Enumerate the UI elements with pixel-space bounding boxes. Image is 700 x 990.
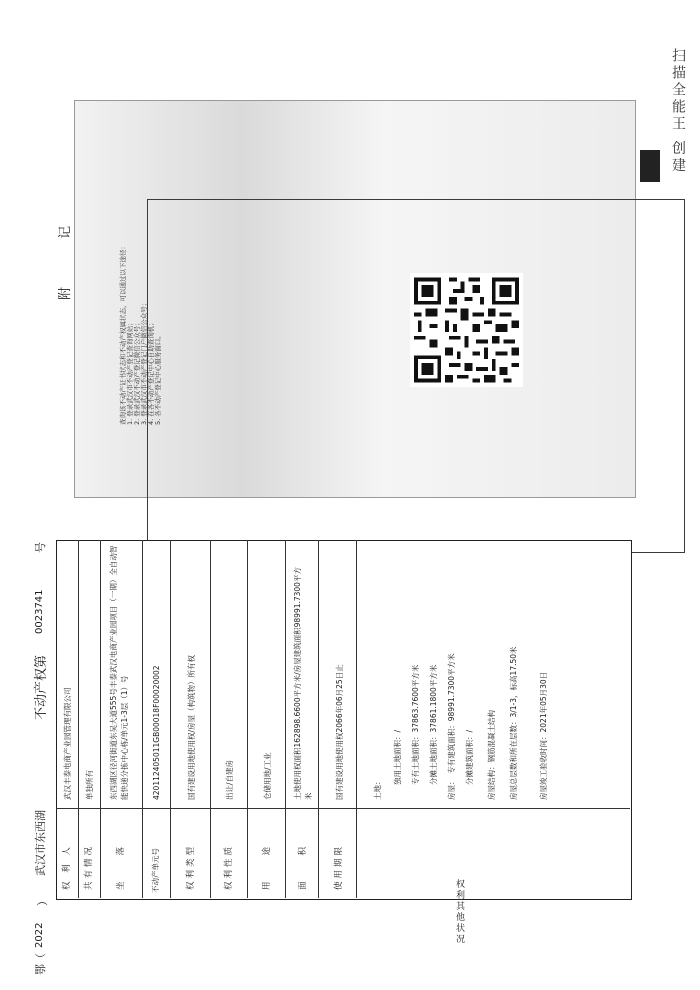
cert-number: 0023741 (34, 589, 45, 634)
other-line: 房屋结构：钢筋混凝土结构 (487, 710, 496, 800)
other-line: 土地： (373, 777, 382, 800)
label-usage: 用 途 (262, 843, 272, 890)
cert-city: 武汉市东西湖 (34, 810, 47, 876)
value-area: 土地使用权面积162898.6600平方米/房屋建筑面积98991.7300平方米 (293, 567, 313, 800)
qr-code-icon (410, 273, 523, 387)
label-ownership: 共有情况 (84, 843, 94, 890)
row-divider (285, 540, 286, 898)
row-divider (78, 540, 79, 898)
value-owner: 武汉丰泰电商产业园管理有限公司 (63, 687, 72, 800)
row-divider (170, 540, 171, 898)
label-unit-number: 不动产单元号 (151, 848, 160, 893)
label-owner: 权 利 人 (62, 844, 72, 890)
value-ownership: 单独所有 (85, 770, 94, 800)
other-line: 独用土地面积：/ (393, 729, 402, 800)
annex-title: 附 记 (58, 203, 73, 300)
cert-type: 不动产权第 (34, 654, 49, 720)
label-other-status: 权利其他状况 (456, 880, 466, 945)
label-term: 使用期限 (334, 843, 344, 890)
cert-year: 2022 (34, 922, 45, 948)
row-divider (210, 540, 211, 898)
other-line: 分摊建筑面积：/ (465, 729, 474, 800)
annex-note-line: 查询该不动产证书状态和不动产权属状态，可以通过以下途径： (119, 243, 127, 425)
other-line: 房屋总层数和所在层数：3/1-3，标高17.50米 (509, 646, 518, 800)
label-divider (56, 808, 630, 809)
row-divider (247, 540, 248, 898)
other-line: 房屋： 专有建筑面积：98991.7300平方米 (447, 653, 456, 800)
label-right-type: 权利类型 (186, 843, 196, 890)
annex-notes (120, 165, 162, 425)
row-divider (142, 540, 143, 898)
scanner-logo-icon (640, 150, 660, 182)
value-location: 东西湖区径河街道东吴大道555号丰泰武汉电商产业园项目（一期）全自动智能快递分拣中心栋/单元1-3层（1）号 (109, 545, 129, 800)
row-divider (318, 540, 319, 898)
value-term: 国有建设用地使用权2066年06月25日止 (335, 664, 344, 800)
value-right-type: 国有建设用地使用权/房屋（构筑物）所有权 (187, 654, 196, 800)
value-unit-number: 420112405011GB00018F00020002 (152, 665, 161, 800)
cert-suffix: 号 (34, 542, 47, 553)
label-location: 坐 落 (116, 843, 126, 890)
row-divider (100, 540, 101, 898)
label-right-nature: 权利性质 (224, 843, 234, 890)
other-line: 分摊土地面积：37861.1800平方米 (429, 664, 438, 800)
other-line: 专有土地面积：37863.7600平方米 (411, 664, 420, 800)
cert-prefix: 鄂（ (34, 953, 47, 975)
row-divider (356, 540, 357, 898)
annex-note-line: 1. 登录武汉市不动产登记查询网站； (126, 319, 134, 425)
label-area: 面 积 (298, 843, 308, 890)
annex-note-line: 3. 登录武汉市不动产登记门户微信公众号； (140, 299, 148, 425)
other-line: 房屋竣工验收时间：2021年05月30日 (539, 671, 548, 800)
annex-note-line: 4. 在各不动产登记中心自助查询机； (147, 319, 155, 425)
value-usage: 仓储用地/工业 (263, 752, 272, 800)
annex-note-line: 2. 登录武汉不动产登记微信公众号； (133, 319, 141, 425)
cert-close: ） (36, 895, 49, 906)
value-right-nature: 出让/自建房 (225, 759, 234, 800)
annex-note-line: 5. 各不动产登记中心服务窗口。 (154, 332, 162, 425)
scanner-watermark: 扫描全能王 创建 (670, 48, 686, 175)
